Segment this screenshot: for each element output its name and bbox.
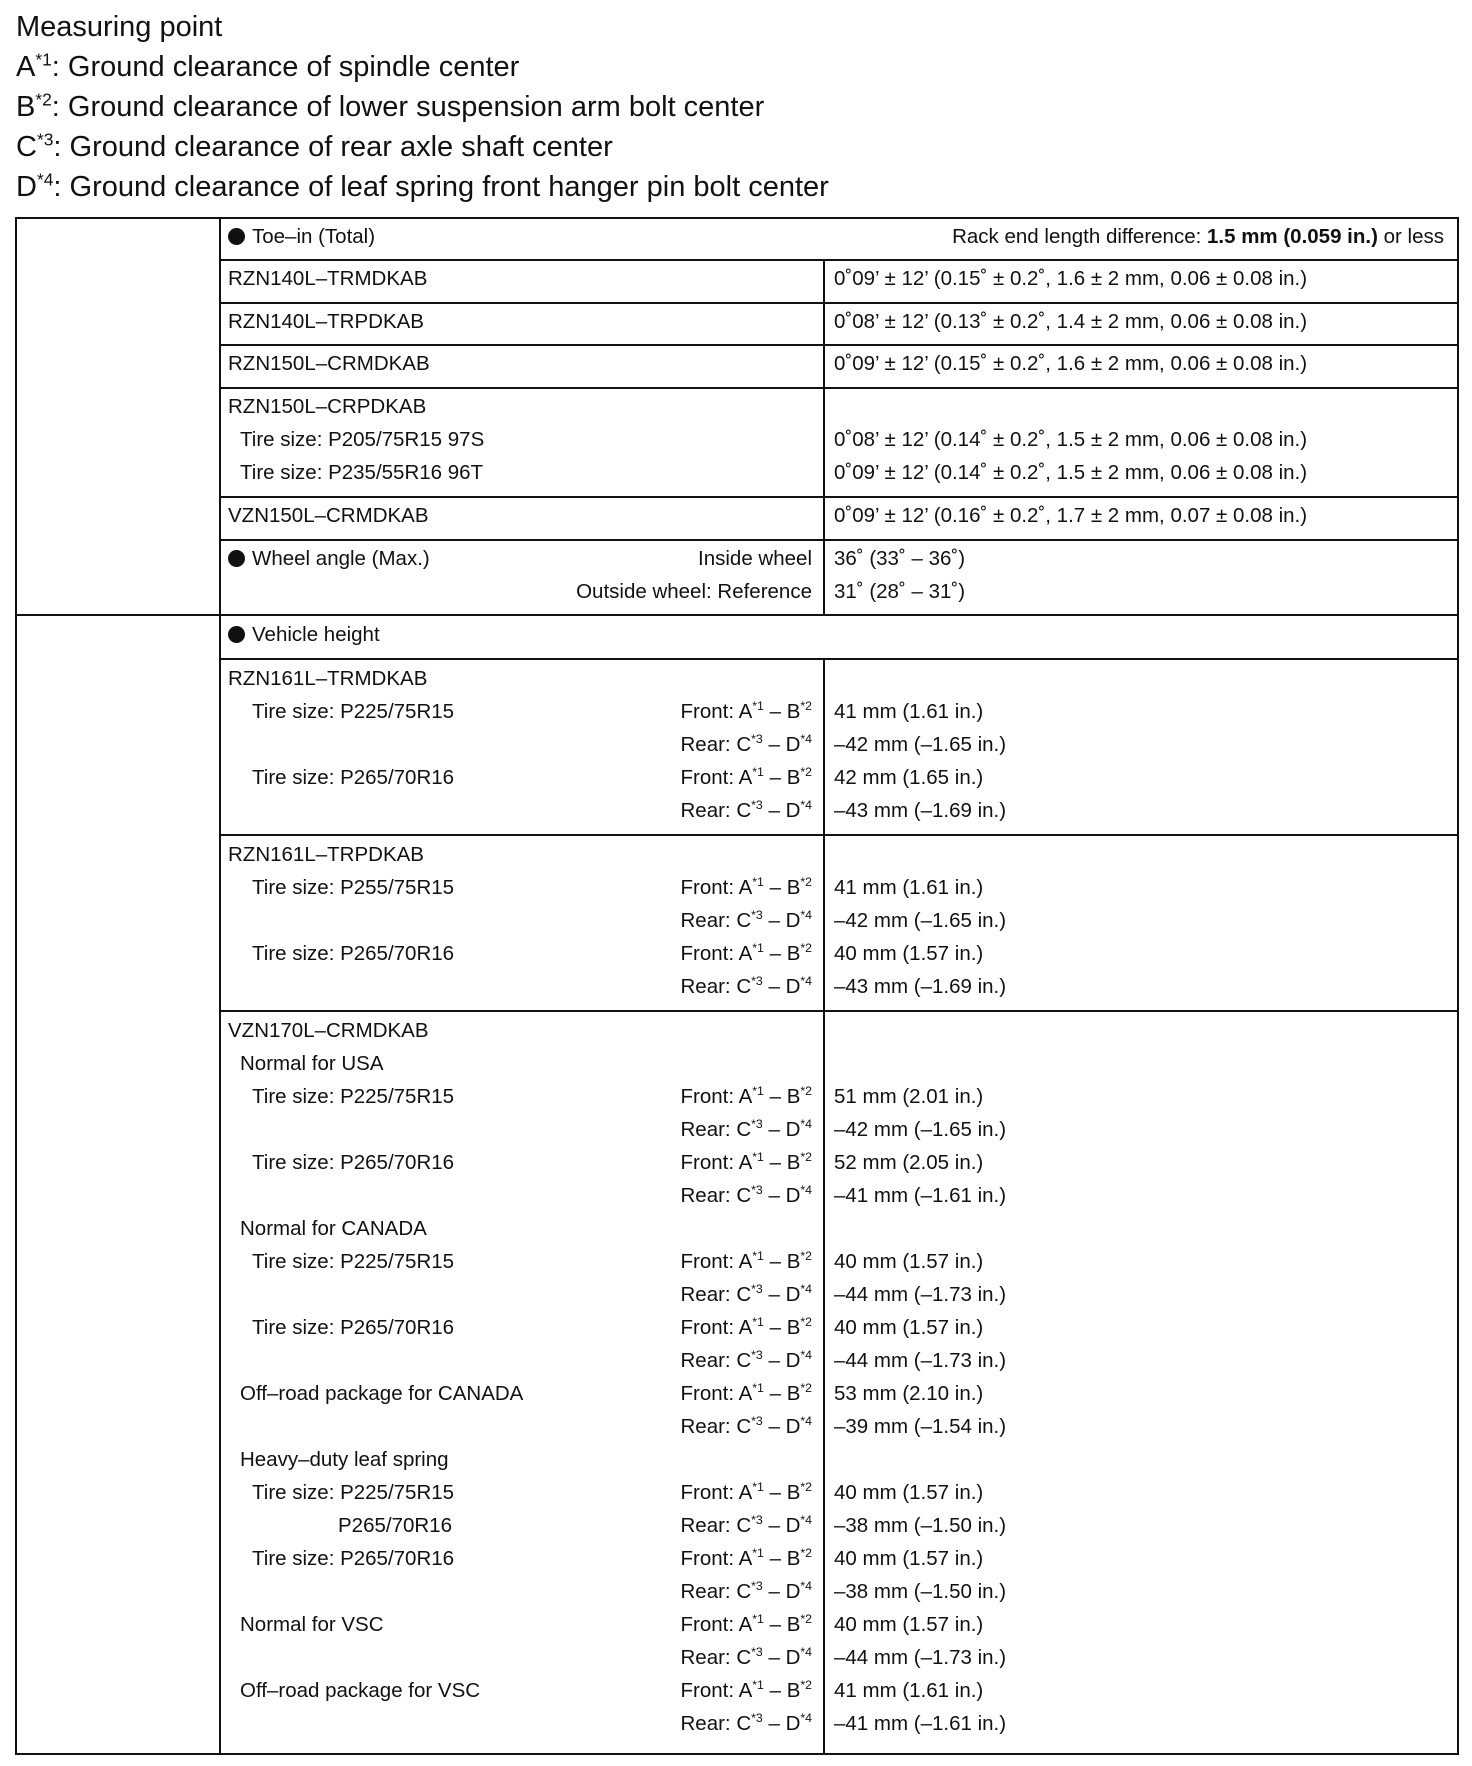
measure-condition: Rear: $C^{*3} - D^{*4}$ [680,1348,812,1372]
row-label-text: RZN150L–CRMDKAB [228,352,430,375]
row-label [252,1249,454,1275]
row-label-text: RZN150L–CRPDKAB [228,395,427,418]
footnote-mark: *2 [800,699,812,714]
footnote-mark: *3 [751,1117,763,1132]
measuring-point-c [16,128,613,166]
spec-label: Rack end length difference: [952,225,1207,248]
footnote-mark: *3 [751,1513,763,1528]
row-label-text: RZN140L–TRMDKAB [228,267,428,290]
row-label [228,666,427,692]
spec-value: 0˚09’ ± 12’ (0.16˚ ± 0.2˚, 1.7 ± 2 mm, 0.07 ± 0.08 in.) [834,504,1308,527]
measure-condition: Front: $A^{*1} - B^{*2}$ [680,1678,812,1702]
table-rule [219,539,1459,541]
row-label-text: VZN150L–CRMDKAB [228,504,429,527]
spec-value: 40 mm (1.57 in.) [834,1250,984,1273]
measure-condition: Rear: $C^{*3} - D^{*4}$ [680,1579,812,1603]
measure-condition: Rear: $C^{*3} - D^{*4}$ [680,1513,812,1537]
measure-condition: Rear: $C^{*3} - D^{*4}$ [680,798,812,822]
row-label [228,503,429,529]
row-label-text: Tire size: P225/75R15 [252,1085,455,1108]
footnote-mark: *1 [752,1249,764,1264]
row-label [252,941,454,967]
footnote-mark: *2 [800,1381,812,1396]
measure-condition: Rear: $C^{*3} - D^{*4}$ [680,1645,812,1669]
spec-value: –42 mm (–1.65 in.) [834,733,1007,756]
footnote-mark: *3 [751,1183,763,1198]
footnote-mark: *1 [752,1612,764,1627]
footnote-mark: *1 [752,1678,764,1693]
footnote-mark: *1 [752,765,764,780]
footnote-mark: *2 [800,875,812,890]
spec-value: –44 mm (–1.73 in.) [834,1646,1007,1669]
row-label-text: P265/70R16 [338,1514,452,1537]
spec-value: 40 mm (1.57 in.) [834,942,984,965]
spec-value: 40 mm (1.57 in.) [834,1613,984,1636]
footnote-mark: *2 [800,1150,812,1165]
measure-condition: Front: $A^{*1} - B^{*2}$ [680,941,812,965]
table-rule [219,302,1459,304]
measure-condition: Rear: $C^{*3} - D^{*4}$ [680,1711,812,1735]
point-text: : Ground clearance of rear axle shaft center [53,131,613,163]
table-rule [15,217,17,1755]
table-rule [15,217,1459,219]
measure-condition: Inside wheel [698,547,812,570]
measure-condition: Rear: $C^{*3} - D^{*4}$ [680,732,812,756]
footnote-mark: *4 [800,908,812,923]
footnote-mark: *4 [800,1117,812,1132]
footnote-mark: *3 [751,908,763,923]
row-label [252,1150,454,1176]
row-label [228,622,380,648]
spec-value: 40 mm (1.57 in.) [834,1547,984,1570]
row-label [240,1447,449,1473]
measure-condition: Front: $A^{*1} - B^{*2}$ [680,1150,812,1174]
measure-condition: Front: $A^{*1} - B^{*2}$ [680,1381,812,1405]
spec-value: 51 mm (2.01 in.) [834,1085,984,1108]
row-label-text: Tire size: P265/70R16 [252,942,455,965]
table-rule [219,1010,1459,1012]
row-label [228,394,426,420]
point-text: : Ground clearance of lower suspension arm bolt center [51,91,765,123]
spec-value: 40 mm (1.57 in.) [834,1316,984,1339]
measure-condition: Front: $A^{*1} - B^{*2}$ [680,1315,812,1339]
spec-suffix: or less [1377,225,1444,248]
point-text: : Ground clearance of leaf spring front hanger pin bolt center [53,171,829,203]
spec-value: 40 mm (1.57 in.) [834,1481,984,1504]
footnote-mark: *4 [800,1711,812,1726]
measure-condition: Outside wheel: Reference [576,580,812,603]
spec-value: –41 mm (–1.61 in.) [834,1184,1007,1207]
row-label-text: Normal for VSC [240,1613,384,1636]
footnote-mark: *3 [751,974,763,989]
spec-value: 31˚ (28˚ – 31˚) [834,580,966,603]
spec-value: 0˚08’ ± 12’ (0.14˚ ± 0.2˚, 1.5 ± 2 mm, 0.06 ± 0.08 in.) [834,428,1308,451]
footnote-mark: *1 [752,1480,764,1495]
measure-condition: Rear: $C^{*3} - D^{*4}$ [680,1183,812,1207]
point-mark: *2 [35,89,52,110]
spec-value: –44 mm (–1.73 in.) [834,1283,1007,1306]
footnote-mark: *1 [752,875,764,890]
footnote-mark: *4 [800,1282,812,1297]
footnote-mark: *2 [800,1249,812,1264]
table-rule [15,1753,1459,1755]
row-label [240,1612,384,1638]
footnote-mark: *4 [800,1348,812,1363]
footnote-mark: *3 [751,1414,763,1429]
footnote-mark: *1 [752,1546,764,1561]
footnote-mark: *3 [751,798,763,813]
footnote-mark: *2 [800,1315,812,1330]
measuring-point-d [16,168,829,206]
row-label-text: Heavy–duty leaf spring [240,1448,449,1471]
row-label-text: Normal for USA [240,1052,384,1075]
bullet-icon [228,626,245,643]
row-label-text: Tire size: P225/75R15 [252,1481,455,1504]
measure-condition: Front: $A^{*1} - B^{*2}$ [680,1084,812,1108]
spec-value: 0˚09’ ± 12’ (0.14˚ ± 0.2˚, 1.5 ± 2 mm, 0.06 ± 0.08 in.) [834,461,1308,484]
row-label-text: Tire size: P265/70R16 [252,1547,455,1570]
spec-value: 52 mm (2.05 in.) [834,1151,984,1174]
spec-value: 42 mm (1.65 in.) [834,766,984,789]
row-label [240,1678,480,1704]
footnote-mark: *4 [800,974,812,989]
spec-value: –43 mm (–1.69 in.) [834,799,1007,822]
bullet-icon [228,550,245,567]
table-rule [219,834,1459,836]
footnote-mark: *4 [800,798,812,813]
footnote-mark: *1 [752,1150,764,1165]
measure-condition: Rear: $C^{*3} - D^{*4}$ [680,908,812,932]
row-label [228,842,424,868]
row-label [252,1084,454,1110]
spec-value: –44 mm (–1.73 in.) [834,1349,1007,1372]
measure-condition: Front: $A^{*1} - B^{*2}$ [680,699,812,723]
row-label-text: Vehicle height [252,623,380,646]
footnote-mark: *2 [800,1546,812,1561]
footnote-mark: *2 [800,1678,812,1693]
footnote-mark: *4 [800,1645,812,1660]
spec-table [16,218,1458,1754]
row-label-text: RZN161L–TRPDKAB [228,843,424,866]
measure-condition: Front: $A^{*1} - B^{*2}$ [680,765,812,789]
spec-value: –41 mm (–1.61 in.) [834,1712,1007,1735]
footnote-mark: *1 [752,941,764,956]
measure-condition: Front: $A^{*1} - B^{*2}$ [680,1480,812,1504]
footnote-mark: *4 [800,1183,812,1198]
row-label [252,1315,454,1341]
table-rule [219,217,221,1755]
footnote-mark: *4 [800,1579,812,1594]
footnote-mark: *1 [752,1381,764,1396]
row-label-text: Wheel angle (Max.) [252,547,430,570]
table-rule [1457,217,1459,1755]
measuring-point-a [16,48,519,86]
row-label-text: VZN170L–CRMDKAB [228,1019,429,1042]
spec-value: –42 mm (–1.65 in.) [834,909,1007,932]
row-label-text: RZN140L–TRPDKAB [228,310,424,333]
footnote-mark: *1 [752,1315,764,1330]
row-label [252,1480,454,1506]
point-mark: *4 [36,169,54,190]
row-label-text: Tire size: P225/75R15 [252,700,455,723]
spec-value: 0˚09’ ± 12’ (0.15˚ ± 0.2˚, 1.6 ± 2 mm, 0.06 ± 0.08 in.) [834,267,1308,290]
footnote-mark: *2 [800,1084,812,1099]
spec-value: 0˚09’ ± 12’ (0.15˚ ± 0.2˚, 1.6 ± 2 mm, 0.06 ± 0.08 in.) [834,352,1308,375]
spec-value: 53 mm (2.10 in.) [834,1382,984,1405]
row-label [252,875,454,901]
footnote-mark: *3 [751,1348,763,1363]
row-label [228,266,427,292]
footnote-mark: *4 [800,1414,812,1429]
row-label [240,1216,427,1242]
footnote-mark: *1 [752,699,764,714]
row-label-text: Tire size: P265/70R16 [252,1316,455,1339]
row-label [240,1051,384,1077]
point-letter: B [16,91,36,123]
row-label [228,224,375,250]
row-label [240,1381,523,1407]
table-rule [219,496,1459,498]
rack-end-difference [952,224,1444,250]
spec-value: 41 mm (1.61 in.) [834,700,984,723]
row-label-text: Off–road package for CANADA [240,1382,524,1405]
point-mark: *1 [35,49,52,70]
point-mark: *3 [36,129,54,150]
spec-value: 0˚08’ ± 12’ (0.13˚ ± 0.2˚, 1.4 ± 2 mm, 0.06 ± 0.08 in.) [834,310,1308,333]
row-label [240,460,483,486]
footnote-mark: *2 [800,941,812,956]
spec-value: 41 mm (1.61 in.) [834,1679,984,1702]
row-label [228,546,430,572]
row-label-text: Tire size: P205/75R15 97S [240,428,485,451]
measuring-point-b [16,88,764,126]
page-title: Measuring point [16,11,223,43]
footnote-mark: *2 [800,765,812,780]
bullet-icon [228,228,245,245]
point-text: : Ground clearance of spindle center [51,51,520,83]
row-label [240,427,484,453]
spec-value: 41 mm (1.61 in.) [834,876,984,899]
measure-condition: Front: $A^{*1} - B^{*2}$ [680,1612,812,1636]
spec-value: –43 mm (–1.69 in.) [834,975,1007,998]
row-label [228,351,430,377]
table-rule [219,259,1459,261]
table-rule [219,344,1459,346]
footnote-mark: *4 [800,732,812,747]
footnote-mark: *2 [800,1480,812,1495]
footnote-mark: *4 [800,1513,812,1528]
point-letter: C [16,131,37,163]
row-label [228,1018,429,1044]
spec-value: –39 mm (–1.54 in.) [834,1415,1007,1438]
table-rule [219,387,1459,389]
footnote-mark: *3 [751,1579,763,1594]
row-label [228,309,424,335]
measure-condition: Front: $A^{*1} - B^{*2}$ [680,1249,812,1273]
spec-value: –38 mm (–1.50 in.) [834,1514,1007,1537]
table-rule [823,259,825,616]
row-label [338,1513,452,1539]
table-rule [823,658,825,1755]
point-letter: A [16,51,36,83]
row-label [252,765,454,791]
row-label-text: Normal for CANADA [240,1217,427,1240]
measure-condition: Front: $A^{*1} - B^{*2}$ [680,1546,812,1570]
spec-value: –38 mm (–1.50 in.) [834,1580,1007,1603]
measure-condition: Rear: $C^{*3} - D^{*4}$ [680,1414,812,1438]
row-label [252,699,454,725]
row-label-text: Tire size: P235/55R16 96T [240,461,484,484]
row-label-text: Off–road package for VSC [240,1679,481,1702]
table-rule [15,614,1459,616]
footnote-mark: *3 [751,732,763,747]
row-label-text: Tire size: P265/70R16 [252,766,455,789]
footnote-mark: *3 [751,1645,763,1660]
measure-condition: Rear: $C^{*3} - D^{*4}$ [680,1282,812,1306]
measure-condition: Front: $A^{*1} - B^{*2}$ [680,875,812,899]
footnote-mark: *3 [751,1711,763,1726]
row-label-text: RZN161L–TRMDKAB [228,667,428,690]
row-label-text: Tire size: P265/70R16 [252,1151,455,1174]
spec-value: 36˚ (33˚ – 36˚) [834,547,966,570]
measure-condition: Rear: $C^{*3} - D^{*4}$ [680,974,812,998]
footnote-mark: *2 [800,1612,812,1627]
row-label-text: Tire size: P255/75R15 [252,876,455,899]
row-label-text: Toe–in (Total) [252,225,376,248]
row-label [252,1546,454,1572]
table-rule [219,658,1459,660]
row-label-text: Tire size: P225/75R15 [252,1250,455,1273]
measure-condition: Rear: $C^{*3} - D^{*4}$ [680,1117,812,1141]
spec-value: 1.5 mm (0.059 in.) [1207,225,1378,248]
footnote-mark: *1 [752,1084,764,1099]
point-letter: D [16,171,37,203]
spec-value: –42 mm (–1.65 in.) [834,1118,1007,1141]
footnote-mark: *3 [751,1282,763,1297]
